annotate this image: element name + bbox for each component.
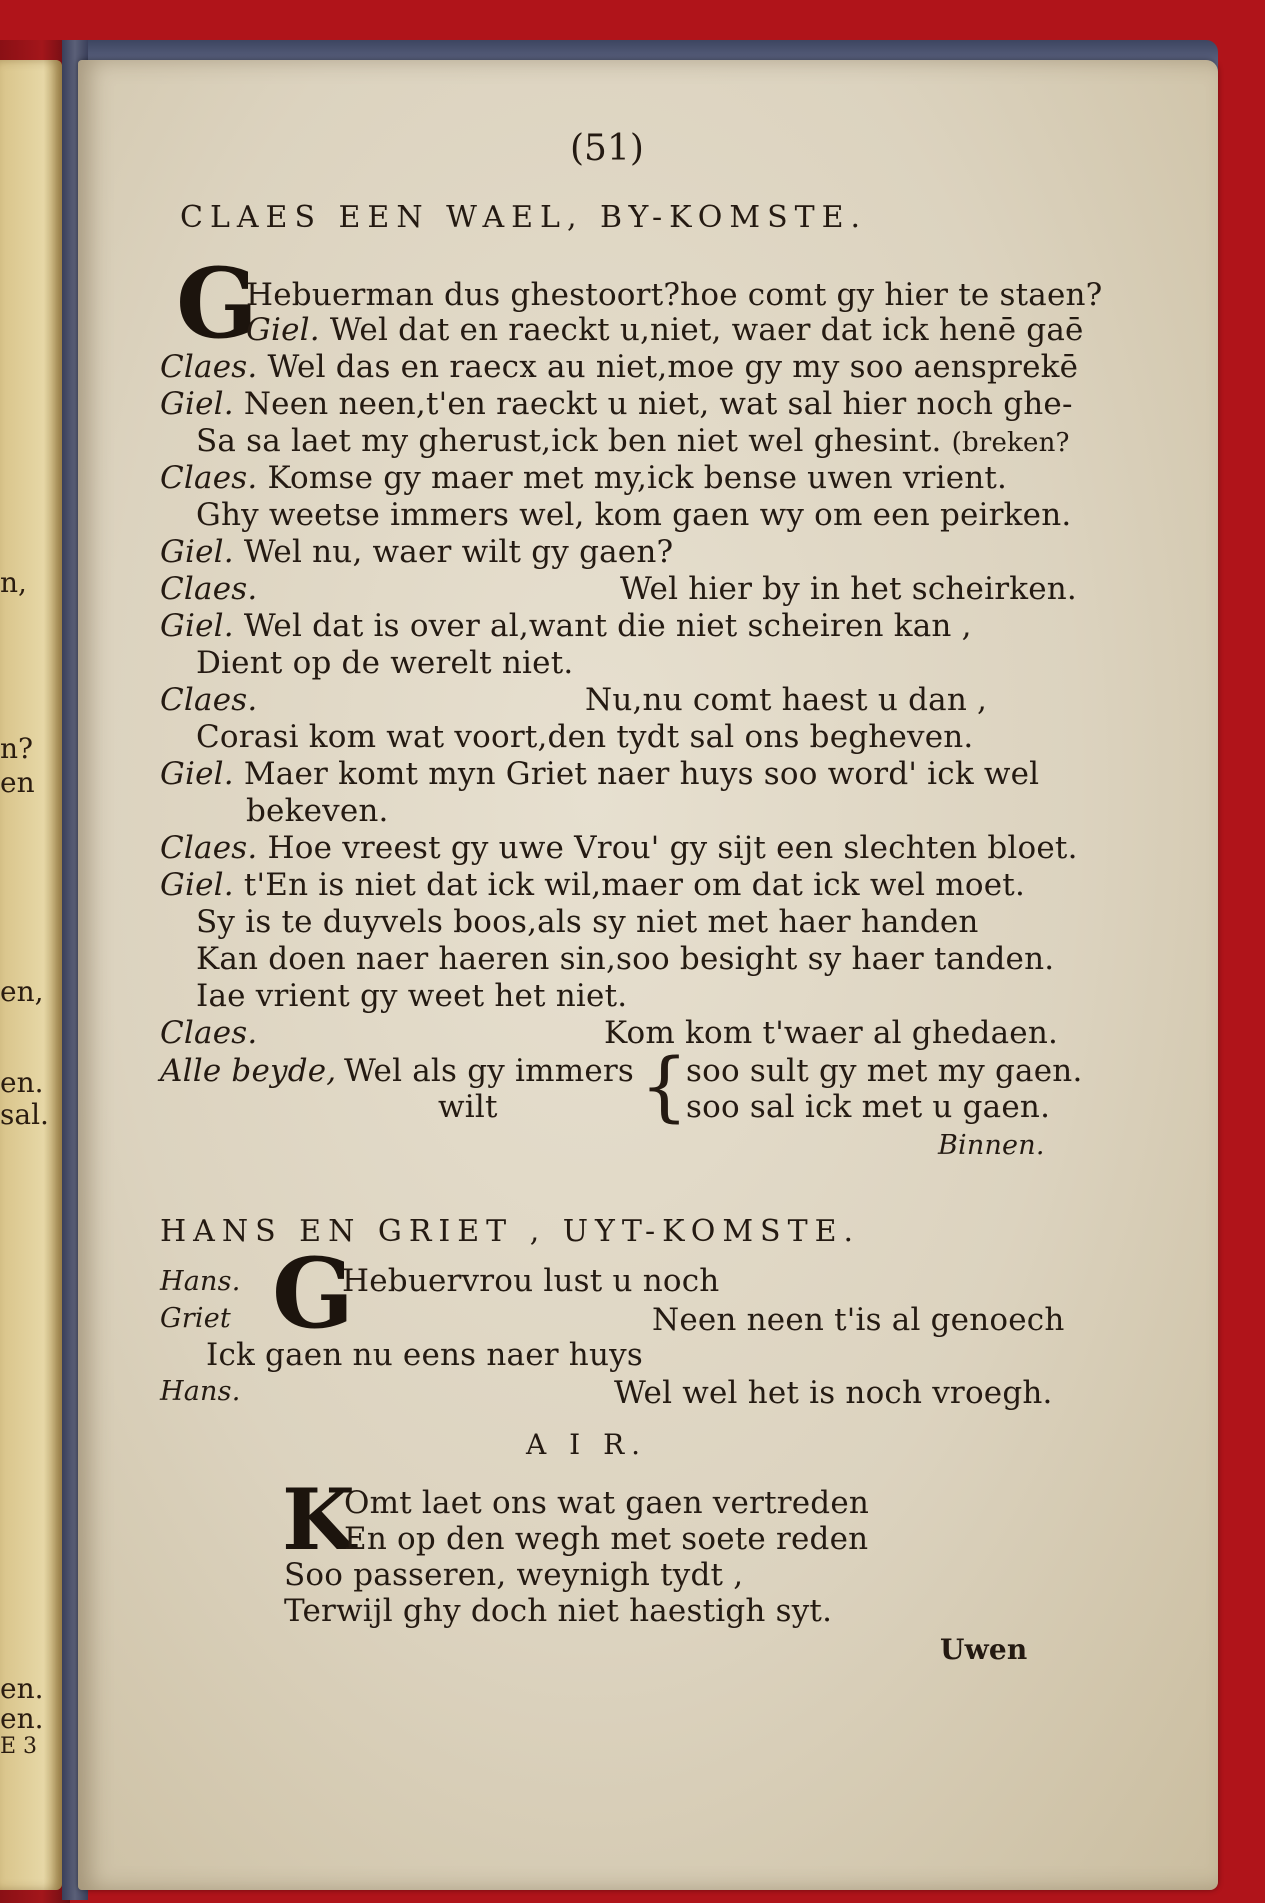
prev-page-fragment: en (0, 766, 35, 799)
speaker-label: Claes. (160, 1015, 258, 1051)
stage-direction: Binnen. (938, 1130, 1045, 1161)
verse-text: Kom kom t'waer al ghedaen. (604, 1015, 1059, 1051)
speaker-label: Alle beyde, (160, 1053, 337, 1089)
air-title: A I R. (526, 1428, 648, 1461)
speaker-label: Hans. (160, 1376, 241, 1407)
verse-line-end: (breken? (951, 428, 1070, 458)
verse-text: Corasi kom wat voort,den tydt sal ons begheven. (196, 719, 974, 755)
verse-line (196, 719, 974, 755)
verse-line (160, 460, 1008, 496)
speaker-label: Giel. (160, 608, 234, 644)
verse-line: Terwijl ghy doch niet haestigh syt. (284, 1593, 833, 1629)
previous-page-edge (0, 60, 62, 1890)
scene-heading-2: HANS EN GRIET , UYT-KOMSTE. (160, 1214, 861, 1249)
verse-text: Maer komt myn Griet naer huys soo word' ick wel (243, 756, 1040, 792)
verse-text: Wel dat is over al,want die niet scheiren kan , (243, 608, 972, 644)
verse-text: soo sal ick met u gaen. (686, 1089, 1051, 1125)
verse-line (196, 904, 979, 940)
prev-page-fragment: en. (0, 1702, 44, 1735)
verse-text: Hebuervrou lust u noch (342, 1263, 720, 1299)
speaker-label: Giel. (160, 867, 234, 903)
verse-text: Wel wel het is noch vroegh. (614, 1375, 1053, 1411)
verse-text: Dient op de werelt niet. (196, 645, 574, 681)
verse-text: Wel hier by in het scheirken. (620, 571, 1077, 607)
verse-text: Iae vrient gy weet het niet. (196, 978, 628, 1014)
verse-line: Soo passeren, weynigh tydt , (284, 1557, 744, 1593)
verse-line (246, 312, 1084, 348)
verse-line (160, 608, 972, 644)
verse-line (160, 867, 1025, 903)
verse-line (160, 830, 1078, 866)
verse-text: Ick gaen nu eens naer huys (206, 1337, 643, 1373)
verse-text: Wel das en raecx au niet,moe gy my soo aensprekē (267, 349, 1079, 385)
verse-text: Komse gy maer met my,ick bense uwen vrient. (267, 460, 1008, 496)
verse-text: bekeven. (246, 793, 389, 829)
verse-text: Sy is te duyvels boos,als sy niet met haer handen (196, 904, 979, 940)
verse-text: Sa sa laet my gherust,ick ben niet wel ghesint. (196, 423, 942, 459)
speaker-label: Claes. (160, 682, 258, 718)
prev-page-fragment: en. (0, 1672, 44, 1705)
prev-page-fragment: en, (0, 975, 44, 1008)
verse-text: Wel nu, waer wilt gy gaen? (243, 534, 674, 570)
speaker-label: Griet (160, 1303, 231, 1334)
prev-page-fragment: en. (0, 1066, 44, 1099)
verse-line (160, 534, 674, 570)
verse-line: En op den wegh met soete reden (344, 1521, 869, 1557)
verse-line (160, 386, 1073, 422)
verse-text: Neen neen,t'en raeckt u niet, wat sal hier noch ghe- (243, 386, 1073, 422)
dropcap-g: G (176, 247, 258, 360)
speaker-label: Giel. (160, 756, 234, 792)
verse-line (196, 497, 1072, 533)
verse-text: Ghy weetse immers wel, kom gaen wy om een peirken. (196, 497, 1072, 533)
verse-line (196, 645, 574, 681)
brace-symbol: { (640, 1041, 689, 1130)
speaker-label: Hans. (160, 1266, 241, 1297)
verse-line: Hebuerman dus ghestoort?hoe comt gy hier te staen? (246, 277, 1103, 313)
catchword: Uwen (940, 1633, 1028, 1666)
verse-line (160, 349, 1079, 385)
page-number: (51) (570, 128, 644, 169)
verse-text: Nu,nu comt haest u dan , (585, 682, 988, 718)
verse-text: Wel dat en raeckt u,niet, waer dat ick henē gaē (329, 312, 1084, 348)
verse-line (196, 978, 628, 1014)
speaker-label: Giel. (160, 534, 234, 570)
verse-line (196, 941, 1055, 977)
verse-text: wilt (438, 1089, 498, 1125)
verse-text: Kan doen naer haeren sin,soo besight sy haer tanden. (196, 941, 1055, 977)
verse-text: Wel als gy immers (344, 1053, 634, 1089)
speaker-label: Claes. (160, 460, 258, 496)
prev-page-fragment: E 3 (0, 1734, 38, 1759)
speaker-label: Giel. (160, 386, 234, 422)
dropcap-g: G (272, 1237, 354, 1350)
verse-line (246, 793, 389, 829)
verse-text: t'En is niet dat ick wil,maer om dat ick wel moet. (243, 867, 1025, 903)
prev-page-fragment: n, (0, 566, 27, 599)
dropcap-k: K (282, 1470, 356, 1569)
speaker-label: Claes. (160, 830, 258, 866)
verse-line: Omt laet ons wat gaen vertreden (344, 1485, 870, 1521)
scene-heading-1: CLAES EEN WAEL, BY-KOMSTE. (180, 200, 868, 235)
verse-text: Neen neen t'is al genoech (652, 1302, 1065, 1338)
prev-page-fragment: sal. (0, 1098, 49, 1131)
verse-line (196, 423, 1070, 459)
speaker-label: Claes. (160, 571, 258, 607)
verse-text: soo sult gy met my gaen. (686, 1053, 1083, 1089)
prev-page-fragment: n? (0, 732, 34, 765)
verse-line (160, 756, 1040, 792)
speaker-label: Giel. (246, 312, 320, 348)
speaker-label: Claes. (160, 349, 258, 385)
verse-text: Hoe vreest gy uwe Vrou' gy sijt een slechten bloet. (267, 830, 1078, 866)
